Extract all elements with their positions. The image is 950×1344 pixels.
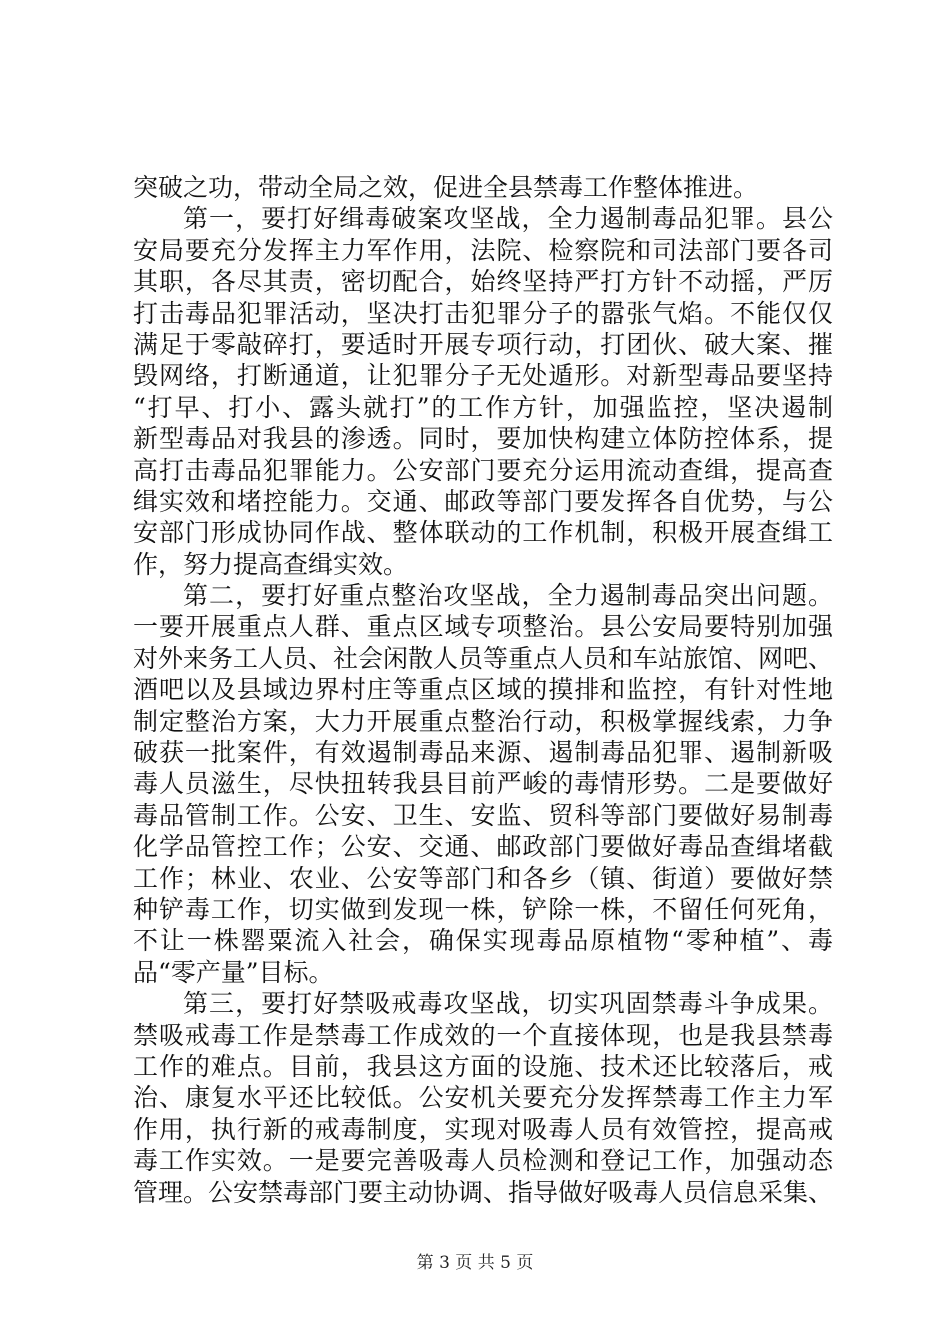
page-footer: 第 3 页 共 5 页 [416,1253,534,1273]
text-line: 满足于零敲碎打，要适时开展专项行动，打团伙、破大案、摧 [133,329,833,359]
text-line: 第三，要打好禁吸戒毒攻坚战，切实巩固禁毒斗争成果。 [183,989,833,1019]
text-line: 打击毒品犯罪活动，坚决打击犯罪分子的嚣张气焰。不能仅仅 [133,298,833,328]
text-line: 高打击毒品犯罪能力。公安部门要充分运用流动查缉，提高查 [133,455,833,485]
text-line: 毁网络，打断通道，让犯罪分子无处遁形。对新型毒品要坚持 [133,361,833,391]
text-line: 不让一株罂粟流入社会，确保实现毒品原植物“零种植”、毒 [133,926,833,956]
text-line: 安局要充分发挥主力军作用，法院、检察院和司法部门要各司 [133,235,833,265]
text-line: 毒工作实效。一是要完善吸毒人员检测和登记工作，加强动态 [133,1146,833,1176]
text-line: 管理。公安禁毒部门要主动协调、指导做好吸毒人员信息采集、 [133,1177,833,1207]
text-line: 种铲毒工作，切实做到发现一株，铲除一株，不留任何死角， [133,894,833,924]
text-line: 作用，执行新的戒毒制度，实现对吸毒人员有效管控，提高戒 [133,1114,833,1144]
text-line: 突破之功，带动全局之效，促进全县禁毒工作整体推进。 [133,173,759,202]
text-line: 第一，要打好缉毒破案攻坚战，全力遏制毒品犯罪。县公 [183,204,833,234]
text-line: 安部门形成协同作战、整体联动的工作机制，积极开展查缉工 [133,518,833,548]
text-line: 一要开展重点人群、重点区域专项整治。县公安局要特别加强 [133,612,833,642]
text-line: 工作的难点。目前，我县这方面的设施、技术还比较落后，戒 [133,1051,833,1081]
text-line: 工作；林业、农业、公安等部门和各乡（镇、街道）要做好禁 [133,863,833,893]
text-line: 酒吧以及县域边界村庄等重点区域的摸排和监控，有针对性地 [133,675,833,705]
text-line: 破获一批案件，有效遏制毒品来源、遏制毒品犯罪、遏制新吸 [133,738,833,768]
text-line: 第二，要打好重点整治攻坚战，全力遏制毒品突出问题。 [183,581,833,611]
text-line: 品“零产量”目标。 [133,957,334,987]
text-line: 缉实效和堵控能力。交通、邮政等部门要发挥各自优势，与公 [133,486,833,516]
text-line: 化学品管控工作；公安、交通、邮政部门要做好毒品查缉堵截 [133,832,833,862]
text-line: “打早、打小、露头就打”的工作方针，加强监控，坚决遏制 [133,392,833,422]
text-line: 对外来务工人员、社会闲散人员等重点人员和车站旅馆、网吧、 [133,643,833,673]
body-text [133,172,833,1208]
text-line: 毒品管制工作。公安、卫生、安监、贸科等部门要做好易制毒 [133,800,833,830]
text-line: 作，努力提高查缉实效。 [133,549,409,579]
text-line: 制定整治方案，大力开展重点整治行动，积极掌握线索，力争 [133,706,833,736]
text-line: 禁吸戒毒工作是禁毒工作成效的一个直接体现，也是我县禁毒 [133,1020,833,1050]
text-line: 其职，各尽其责，密切配合，始终坚持严打方针不动摇，严厉 [133,267,833,297]
text-line: 新型毒品对我县的渗透。同时，要加快构建立体防控体系，提 [133,424,833,454]
text-line: 治、康复水平还比较低。公安机关要充分发挥禁毒工作主力军 [133,1083,833,1113]
text-line: 毒人员滋生，尽快扭转我县目前严峻的毒情形势。二是要做好 [133,769,833,799]
